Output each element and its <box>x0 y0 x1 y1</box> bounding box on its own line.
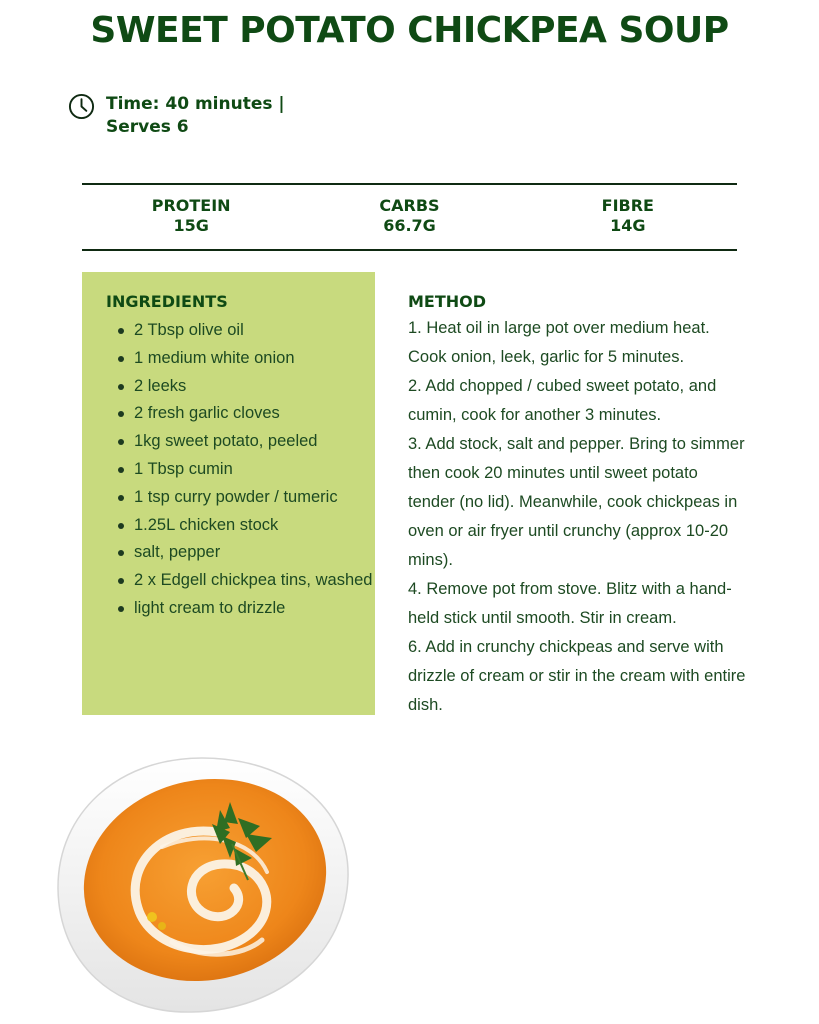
nutrition-fibre <box>519 196 737 236</box>
nutrition-top-divider <box>82 183 737 185</box>
ingredient-item: 1kg sweet potato, peeled <box>106 428 375 456</box>
ingredients-panel <box>82 272 375 715</box>
nutrition-carbs <box>300 196 518 236</box>
nutrition-value: 15G <box>173 216 209 235</box>
nutrition-label: CARBS <box>379 196 440 215</box>
ingredient-item: 2 Tbsp olive oil <box>106 317 375 345</box>
nutrition-value: 66.7G <box>383 216 436 235</box>
recipe-meta <box>68 93 285 139</box>
method-heading: METHOD <box>408 292 487 311</box>
ingredient-item: light cream to drizzle <box>106 595 375 623</box>
ingredient-item: 1 medium white onion <box>106 345 375 373</box>
soup-bowl-image <box>52 752 354 1016</box>
method-step: 3. Add stock, salt and pepper. Bring to simmer then cook 20 minutes until sweet potato tender (no lid). Meanwhile, cook chickpeas in oven or air fryer until crunchy (approx 10-20 mins). <box>408 435 745 569</box>
time-text: Time: 40 minutes | <box>106 94 285 114</box>
recipe-title: SWEET POTATO CHICKPEA SOUP <box>90 10 729 51</box>
nutrition-bottom-divider <box>82 249 737 251</box>
ingredients-list <box>106 317 375 623</box>
ingredient-item: 2 leeks <box>106 373 375 401</box>
ingredient-item: 1 tsp curry powder / tumeric <box>106 484 375 512</box>
clock-icon <box>68 93 95 120</box>
nutrition-protein <box>82 196 300 236</box>
ingredient-item: salt, pepper <box>106 539 375 567</box>
nutrition-value: 14G <box>610 216 646 235</box>
ingredient-item: 2 x Edgell chickpea tins, washed <box>106 567 375 595</box>
method-step: 2. Add chopped / cubed sweet potato, and cumin, cook for another 3 minutes. <box>408 377 717 424</box>
ingredient-item: 1.25L chicken stock <box>106 512 375 540</box>
ingredient-item: 1 Tbsp cumin <box>106 456 375 484</box>
ingredients-heading: INGREDIENTS <box>106 292 228 311</box>
method-step: 1. Heat oil in large pot over medium heat. Cook onion, leek, garlic for 5 minutes. <box>408 319 710 366</box>
method-section <box>408 292 748 720</box>
nutrition-label: PROTEIN <box>151 196 231 215</box>
method-step: 6. Add in crunchy chickpeas and serve with drizzle of cream or stir in the cream with entire dish. <box>408 638 746 714</box>
method-step: 4. Remove pot from stove. Blitz with a hand-held stick until smooth. Stir in cream. <box>408 580 732 627</box>
nutrition-label: FIBRE <box>601 196 654 215</box>
serves-text: Serves 6 <box>106 117 189 137</box>
nutrition-panel <box>82 196 737 236</box>
ingredient-item: 2 fresh garlic cloves <box>106 400 375 428</box>
